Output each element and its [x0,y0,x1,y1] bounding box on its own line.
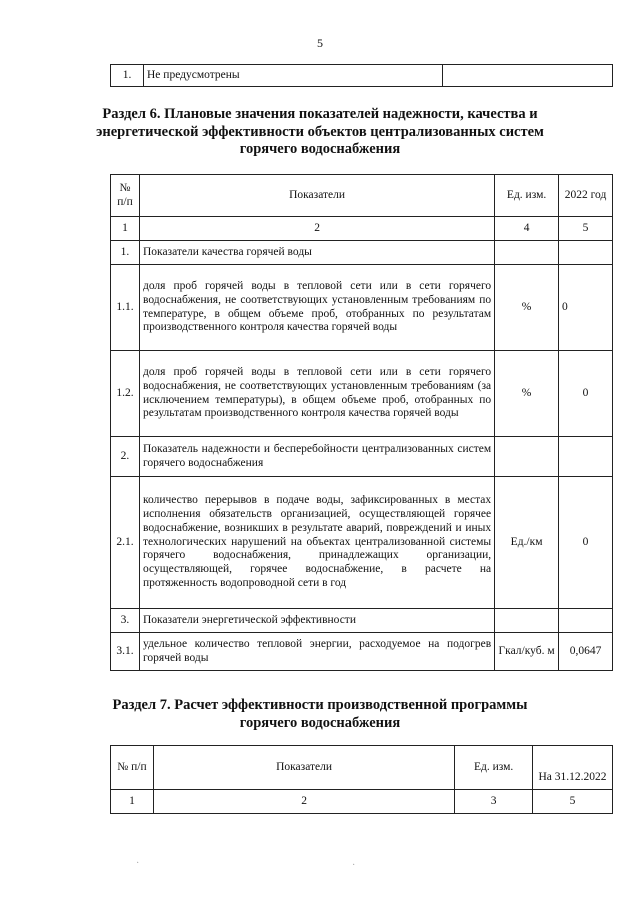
table-row [111,265,613,351]
row-unit: % [495,265,559,351]
colnum-4: 4 [495,217,559,241]
row-text: доля проб горячей воды в тепловой сети или в сети горячего водоснабжения, не соответствующих установленным требованиям (за исключением температуры), в общем объеме проб, отобранных по результатам производственного контроля качества горячей воды [139,351,494,437]
table-row [111,477,613,609]
row-unit [495,437,559,477]
row-unit: Гкал/куб. м [495,633,559,671]
scan-speck: · [352,860,356,871]
table-row [111,351,613,437]
colnum-5: 5 [559,217,613,241]
row-unit: Ед./км [495,477,559,609]
colnum-2: 2 [153,790,454,814]
row-num: 2. [111,437,140,477]
row-num: 3.1. [111,633,140,671]
header-year: 2022 год [559,175,613,217]
top-table-num: 1. [111,65,144,87]
row-num: 2.1. [111,477,140,609]
section7-table [110,745,613,814]
section7-title-text: Раздел 7. Расчет эффективности производственной программы горячего водоснабжения [112,697,528,731]
table-row [111,437,613,477]
row-unit: % [495,351,559,437]
section6-table [110,174,613,671]
row-num: 3. [111,609,140,633]
page-number: 5 [317,36,323,50]
row-text: количество перерывов в подаче воды, зафиксированных в местах исполнения обязательств организацией, осуществляющей горячее водоснабжение, возникших в результате аварий, повреждений и иных технологических нарушений на объектах централизованной системы горячего водоснабжения, принадлежащих организации, осуществляющей, горячее водоснабжение, в расчете на протяженность водопроводной сети в год [139,477,494,609]
top-table-empty [443,65,613,87]
row-unit [495,241,559,265]
row-unit [495,609,559,633]
scan-speck: · [136,858,140,869]
table-row [111,633,613,671]
header-indicator: Показатели [139,175,494,217]
row-text: удельное количество тепловой энергии, расходуемое на подогрев горячей воды [139,633,494,671]
table-row [111,241,613,265]
colnum-1: 1 [111,217,140,241]
colnum-3: 3 [455,790,533,814]
header-unit: Ед. изм. [455,746,533,790]
colnum-2: 2 [139,217,494,241]
header-indicator: Показатели [153,746,454,790]
header-date: На 31.12.2022 [533,746,613,790]
colnum-5: 5 [533,790,613,814]
header-num: № п/п [111,175,140,217]
section6-header-row [111,175,613,217]
section6-colnum-row [111,217,613,241]
row-num: 1.1. [111,265,140,351]
row-num: 1. [111,241,140,265]
row-value: 0 [559,265,613,351]
row-text: Показатель надежности и бесперебойности централизованных систем горячего водоснабжения [139,437,494,477]
row-text: Показатели качества горячей воды [139,241,494,265]
row-value [559,609,613,633]
section7-colnum-row [111,790,613,814]
row-value: 0 [559,477,613,609]
section6-title-text: Раздел 6. Плановые значения показателей надежности, качества и энергетической эффективности объектов централизованных систем горячего водоснабжения [96,106,544,158]
row-value: 0,0647 [559,633,613,671]
section6-title [0,106,640,159]
top-table [110,64,613,87]
row-text: доля проб горячей воды в тепловой сети или в сети горячего водоснабжения, не соответствующих установленным требованиям по температуре, в общем объеме проб, отобранных по результатам производственного контроля качества горячей воды [139,265,494,351]
row-value [559,437,613,477]
section7-header-row [111,746,613,790]
section7-title [0,697,640,732]
header-num: № п/п [111,746,154,790]
header-unit: Ед. изм. [495,175,559,217]
top-table-text: Не предусмотрены [144,65,443,87]
row-value [559,241,613,265]
row-text: Показатели энергетической эффективности [139,609,494,633]
row-num: 1.2. [111,351,140,437]
row-value: 0 [559,351,613,437]
colnum-1: 1 [111,790,154,814]
table-row [111,609,613,633]
